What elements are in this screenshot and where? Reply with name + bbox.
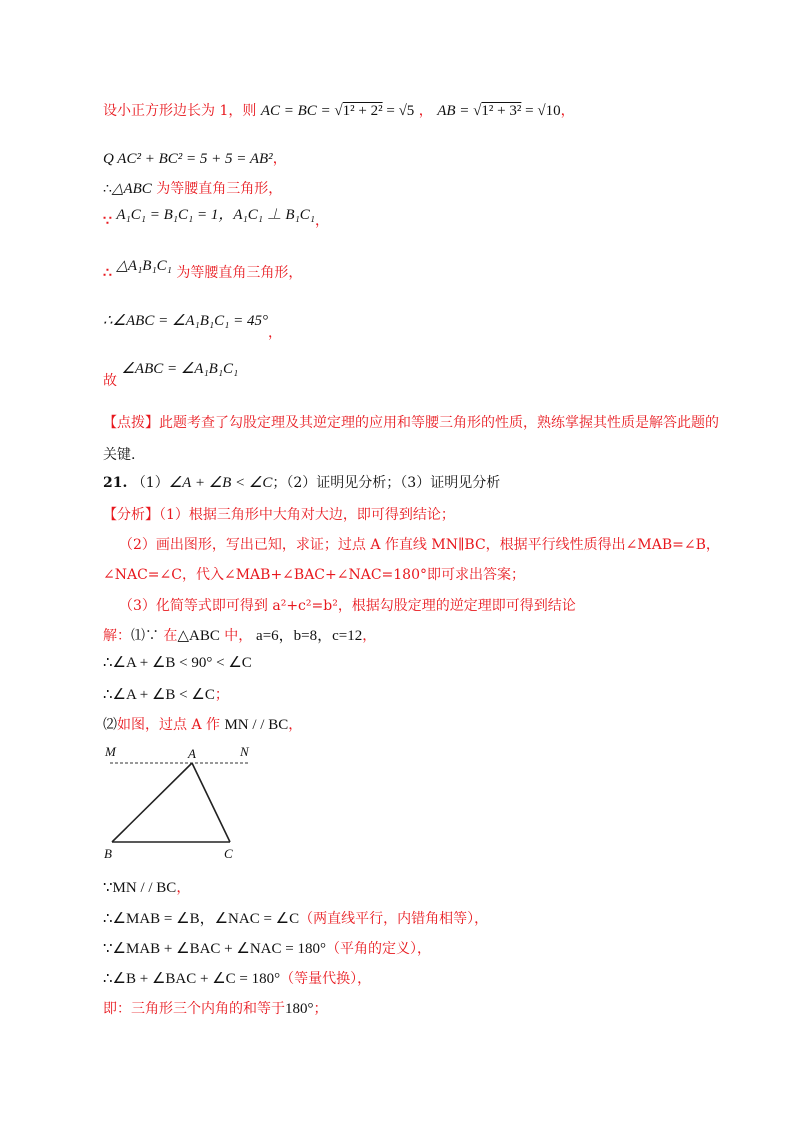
math: △A₁B₁C₁ [116,258,172,274]
fenxi-line2: （2）画出图形，写出已知，求证；过点 A 作直线 MN∥BC，根据平行线性质得出∠MAB=∠B， [119,537,720,553]
text: 如图，过点 A 作 [117,717,225,733]
text: 在 [159,628,178,644]
reason: （平角的定义） [325,941,417,957]
math: △ABC [177,628,220,644]
text: 为等腰直角三角形， [151,181,283,197]
dianbo-line2: 关键. [103,447,136,463]
math: = √5 [382,103,415,119]
math: MN / / BC [224,717,289,733]
text: ，根据勾股定理的逆定理即可得到结论 [337,598,576,614]
proof-3 [103,940,431,958]
therefore-symbol: ∴ [103,265,112,281]
text-gu: 故 [103,373,117,389]
side-ab [112,763,192,842]
label-b: B [104,846,112,861]
punct: ； [313,1001,328,1017]
math: ∴∠MAB = ∠B，∠NAC = ∠C [103,911,300,927]
math: ∠ABC = ∠A₁B₁C₁ [121,361,239,377]
step-1 [103,654,252,672]
q21-answer [103,474,500,492]
line-isosceles-abc [103,180,282,198]
punct: ， [362,628,377,644]
label-c: C [224,846,233,861]
math: = √10 [521,103,561,119]
label: 解： [103,628,131,644]
fenxi-line4 [119,597,576,615]
step-3 [103,716,302,734]
text: 即：三角形三个内角的和等于 [103,1001,285,1017]
math: 180° [285,1001,314,1017]
punct: ； [214,687,229,703]
text: ；（2）证明见分析；（3）证明见分析 [272,475,501,491]
radicand: 1² + 2² [342,103,383,119]
proof-1 [103,879,190,897]
sqrt-sign: √ [334,103,343,119]
line-pythag-sum [103,150,287,168]
num: ⑴∵ [131,628,159,644]
proof-2 [103,910,488,928]
text: 设小正方形边长为 1，则 [103,103,257,119]
punct: ， [418,103,433,119]
proof-4 [103,970,371,988]
math: ∵MN / / BC [103,880,177,896]
text: （3）化简等式即可得到 a²+c²=b² [119,598,338,614]
question-number: 21. [103,475,128,491]
punct: ， [268,325,282,341]
dianbo-line1: 【点拨】此题考查了勾股定理及其逆定理的应用和等腰三角形的性质，熟练掌握其性质是解答此题的 [103,415,719,431]
math: △ABC [111,181,152,197]
punct: ， [416,941,431,957]
line-angle-45 [103,312,282,341]
reason: （等量代换） [280,971,358,987]
jie-line [103,627,376,645]
math: ∵∠MAB + ∠BAC + ∠NAC = 180° [103,941,326,957]
math: ∴∠A + ∠B < ∠C [103,687,215,703]
math: ∴∠A + ∠B < 90° < ∠C [103,655,252,671]
line-conclusion [103,360,239,389]
math-ab: AB = [437,103,474,119]
therefore-symbol: ∴ [103,181,112,197]
text: 中， [219,628,253,644]
line-side-length [103,102,575,120]
label-n: N [240,744,249,759]
because-symbol: ∵ [103,213,112,229]
math: a=6，b=8，c=12 [252,628,363,644]
fenxi-line1: 【分析】（1）根据三角形中大角对大边，即可得到结论； [103,507,455,523]
punct: ， [272,151,287,167]
math: A₁C₁ = B₁C₁ = 1，A₁C₁ ⊥ B₁C₁ [116,207,316,223]
line-a1c1 [103,207,330,230]
line-isosceles-a1b1c1 [103,258,303,282]
punct: ， [357,971,372,987]
punct: ， [474,911,489,927]
step-2 [103,686,229,704]
math-ac-bc: AC = BC = [260,103,335,119]
math: Q AC² + BC² = 5 + 5 = AB² [103,151,273,167]
math: ∠A + ∠B < ∠C [168,475,273,491]
proof-5 [103,1000,328,1018]
label-m: M [105,744,116,759]
side-ac [192,763,230,842]
math: ∴∠B + ∠BAC + ∠C = 180° [103,971,281,987]
punct: ， [288,717,303,733]
sqrt-sign: √ [473,103,482,119]
text: （1） [131,475,169,491]
label-a: A [188,746,196,761]
punct: ， [560,103,575,119]
punct: ， [176,880,191,896]
math: ∴∠ABC = ∠A₁B₁C₁ = 45° [103,313,268,329]
fenxi-line3: ∠NAC=∠C，代入∠MAB+∠BAC+∠NAC=180°即可求出答案； [103,567,525,583]
text: 为等腰直角三角形， [171,265,303,281]
reason: （两直线平行，内错角相等） [299,911,475,927]
num: ⑵ [103,717,117,733]
radicand: 1² + 3² [481,103,522,119]
triangle-figure [100,740,260,865]
punct: ， [315,213,330,229]
